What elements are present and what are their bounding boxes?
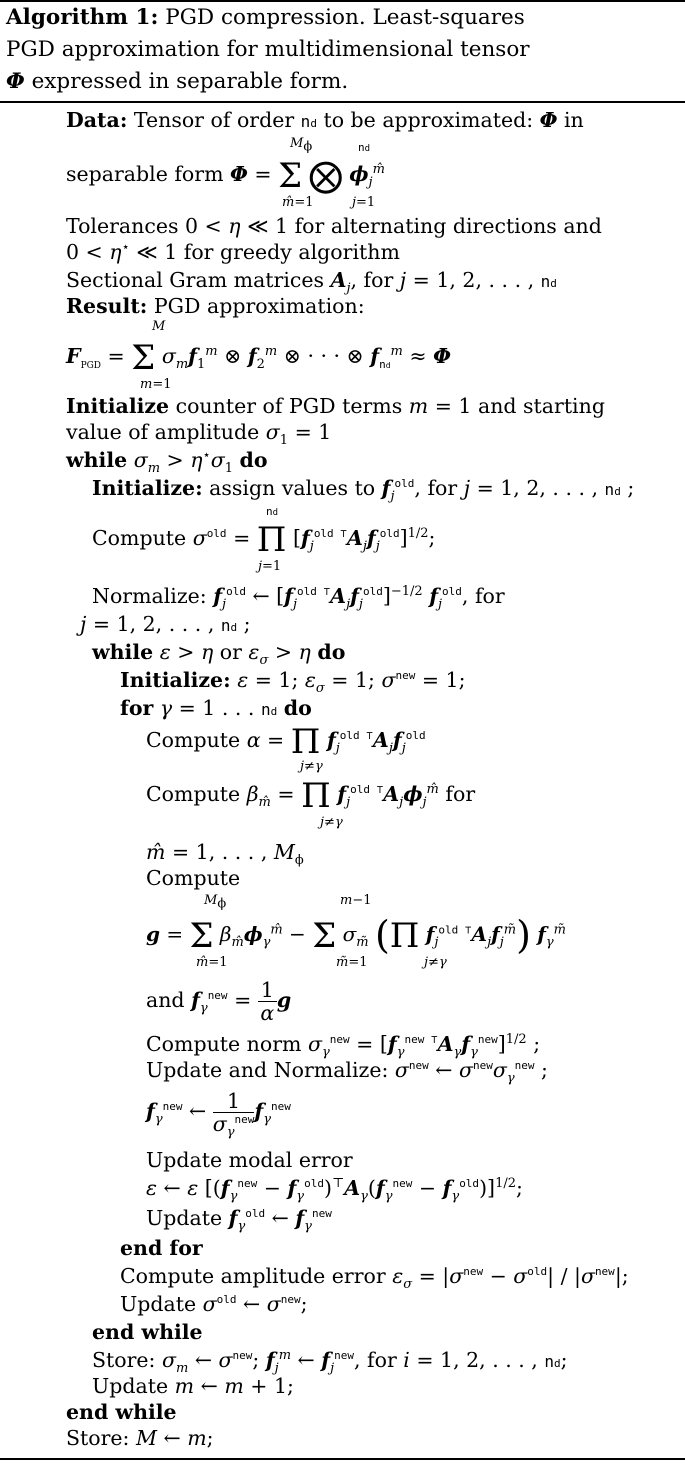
algo-line-separable: separable form Φ = Σ ⨂ $\phi_j^{m̂}$: [66, 156, 385, 196]
caption-text-3: expressed in separable form.: [31, 69, 349, 94]
algo-line-data: Data: Tensor of order nd to be approximated: Φ in: [66, 108, 584, 132]
limit-g-prod-bottom: j≠γ: [424, 955, 447, 970]
limit-alpha-bottom: j≠γ: [300, 759, 323, 774]
algo-line-compute-sigma-old: Compute $\sigma^{old} = \Pi$ $[f_j^{old ⊤}A_jf_j^{old}]^{1/2}$;: [92, 520, 436, 560]
limit-otimes-top: nd: [358, 141, 371, 154]
algo-line-init-eps: Initialize: ε = 1; $\varepsilon_\sigma = 1$; $\sigma^{new} = 1$;: [120, 668, 466, 697]
limit-g-sum2-top: m−1: [340, 893, 372, 908]
limit-sum-top: $M_\phi$: [290, 136, 313, 155]
caption-label: Algorithm 1:: [6, 5, 159, 30]
limit-g-sum1-top: $M_\phi$: [204, 893, 227, 912]
algo-line-normalize-2: j = 1, 2, . . . , nd ;: [80, 612, 251, 636]
algo-line-f-normalize: $f_\gamma^{new}$ ← $\frac{1}{\sigma_\gamma^{new}}$ $f_\gamma^{new}$: [146, 1089, 291, 1141]
caption-tensor-symbol: Φ: [6, 69, 25, 94]
limit-g-sum1-bottom: m̂=1: [196, 955, 228, 970]
algo-line-compute-beta: Compute $\beta_{m̂} = \Pi$ $f_j^{old ⊤}A_j\phi_j^{m̂}$ for: [146, 776, 476, 816]
algo-line-amp-error: Compute amplitude error $\varepsilon_\sigma = |\sigma^{new} - \sigma^{old}| / |\sigma^{new}|$;: [120, 1264, 629, 1293]
algo-line-f-new: and $f_\gamma^{new}$ = $\frac{1}{\alpha}$ g: [146, 978, 292, 1025]
algo-line-compute-alpha: Compute α = Π $f_j^{old ⊤}A_jf_j^{old}$: [146, 722, 426, 762]
algo-line-while-outer: while $\sigma_m > \eta^⋆\sigma_1$ do: [66, 448, 268, 477]
algo-line-for: for γ = 1 . . . nd do: [120, 696, 312, 720]
algo-line-while-inner: while ε > η or $\varepsilon_\sigma > \eta$ do: [92, 640, 346, 669]
algo-line-gram: Sectional Gram matrices $A_j$, for j = 1, 2, . . . , nd: [66, 268, 557, 297]
bottom-rule: [0, 1458, 685, 1460]
algo-line-update-modal: Update modal error: [146, 1148, 353, 1172]
algo-line-tolerances-1: Tolerances 0 < η ≪ 1 for alternating directions and: [66, 214, 602, 238]
limit-prod-old-bottom: j=1: [258, 559, 282, 574]
caption-text-2: PGD approximation for multidimensional tensor: [6, 37, 530, 62]
algo-line-update-f-old: Update $f_\gamma^{old}$ ← $f_\gamma^{new}$: [146, 1206, 332, 1235]
algo-line-compute-label: Compute: [146, 866, 241, 890]
algo-line-normalize-1: Normalize: $f_j^{old}$ ← $[f_j^{old ⊤}A_jf_j^{old}]^{-1/2}$ $f_j^{old}$, for: [92, 584, 505, 613]
algo-line-tolerances-2: 0 < η⋆ ≪ 1 for greedy algorithm: [66, 240, 400, 264]
algo-line-end-while-outer: end while: [66, 1400, 177, 1424]
algo-line-compute-norm: Compute norm $\sigma_\gamma^{new} = [f_\gamma^{new ⊤}A_\gamma f_\gamma^{new}]^{1/2}$ ;: [146, 1032, 541, 1061]
algo-line-store-sigma: Store: $\sigma_m$ ← $\sigma^{new}$; $f_j^m$ ← $f_j^{new}$, for i = 1, 2, . . . , nd;: [92, 1348, 568, 1377]
caption-line-2: [6, 34, 530, 66]
algo-line-compute-g: g = Σ $\beta_{m̂}\phi_\gamma^{m̂} - \Sigma$ $\sigma_{m̃}$ (Π $f_j^{old ⊤}A_jf_j^{m̃}$) $f_\gamma^{m̃}$: [146, 913, 566, 957]
limit-g-sum2-bottom: m̃=1: [336, 955, 368, 970]
algo-line-result: Result: PGD approximation:: [66, 294, 365, 318]
algo-line-end-for: end for: [120, 1236, 203, 1260]
algo-line-update-sigma-old: Update $\sigma^{old}$ ← $\sigma^{new}$;: [120, 1292, 308, 1316]
algo-line-eps-update: ε ← ε $[(f_\gamma^{new} - f_\gamma^{old})^⊤A_\gamma(f_\gamma^{new} - f_\gamma^{old})]^{1/2}$;: [146, 1176, 523, 1205]
caption-line-3: [6, 66, 348, 98]
caption-text-1: PGD compression. Least-squares: [165, 5, 525, 30]
algo-line-update-normalize: Update and Normalize: $\sigma^{new}$ ← $\sigma^{new}\sigma_\gamma^{new}$ ;: [146, 1058, 548, 1087]
algo-line-end-while-inner: end while: [92, 1320, 203, 1344]
algo-line-init-assign: Initialize: assign values to $f_j^{old}$, for j = 1, 2, . . . , nd ;: [92, 476, 635, 505]
algo-line-update-m: Update m ← m + 1;: [92, 1374, 294, 1398]
caption-line-1: [6, 2, 525, 34]
limit-result-bottom: m=1: [140, 377, 172, 392]
limit-result-top: M: [152, 319, 166, 334]
algo-line-store-M: Store: M ← m;: [66, 1426, 214, 1450]
limit-prod-old-top: nd: [266, 505, 279, 518]
algo-line-init-counter-1: Initialize counter of PGD terms m = 1 and starting: [66, 394, 605, 418]
algo-line-init-counter-2: value of amplitude $\sigma_1 = 1$: [66, 420, 332, 449]
caption-rule: [0, 101, 685, 103]
limit-otimes-bottom: j=1: [352, 195, 376, 210]
limit-sum-bottom: m̂=1: [282, 195, 314, 210]
algo-line-fpgd: $F_{PGD} = \Sigma$ $\sigma_mf_1^m$ ⊗ $f_2^m$ ⊗ · · · ⊗ $f_{nd}^m \approx \Phi$: [66, 338, 451, 378]
algo-line-beta-range: m̂ = 1, . . . , $M_\phi$: [146, 840, 304, 869]
limit-beta-bottom: j≠γ: [320, 815, 343, 830]
